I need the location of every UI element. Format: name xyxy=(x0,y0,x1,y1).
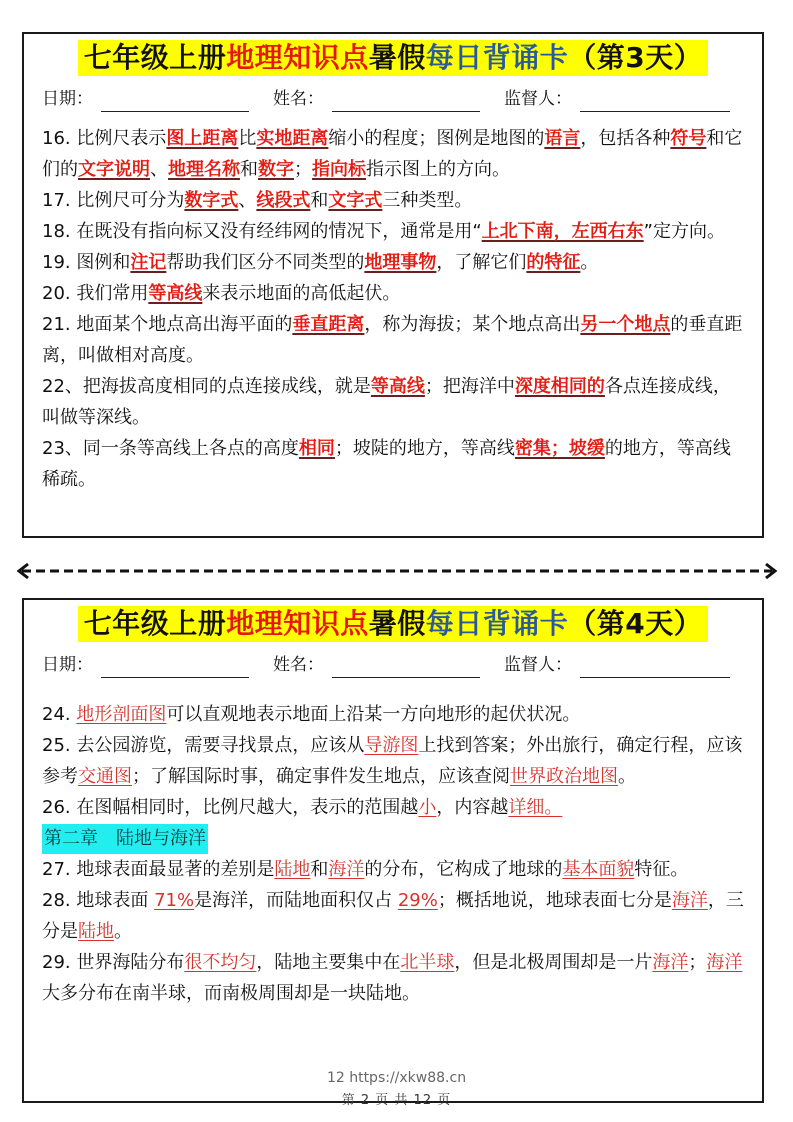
knowledge-point xyxy=(42,823,744,854)
knowledge-point xyxy=(42,730,744,792)
name-label: 姓名： xyxy=(273,89,324,109)
key-term: 上北下南，左西右东 xyxy=(481,221,644,242)
name-field xyxy=(273,652,504,678)
footer-url: 12 https://xkw88.cn xyxy=(326,1070,467,1086)
text: 27. 地球表面最显著的差别是 xyxy=(42,859,275,880)
text: 18. 在既没有指向标又没有经纬网的情况下，通常是用“ xyxy=(42,221,482,242)
text: 23、同一条等高线上各点的高度 xyxy=(42,438,299,459)
text: ； xyxy=(688,952,707,973)
key-term: 等高线 xyxy=(148,283,203,304)
card-title-row xyxy=(24,606,762,642)
key-term: 图上距离 xyxy=(166,128,239,149)
text: 可以直观地表示地面上沿某一方向地形的起伏状况。 xyxy=(166,704,581,725)
text: 上找到答案；外出旅行，确定行程，应该参考 xyxy=(42,735,743,787)
text: 24. xyxy=(42,704,77,725)
text: 帮助我们区分不同类型的 xyxy=(166,252,365,273)
text: 。 xyxy=(114,921,132,942)
key-term: 文字式 xyxy=(328,190,383,211)
text: ，但是北极周围却是一片 xyxy=(454,952,653,973)
card-title-row xyxy=(24,40,762,76)
title-season: 暑假 xyxy=(368,41,426,74)
text: ，了解它们 xyxy=(436,252,527,273)
key-term: 海洋 xyxy=(671,890,708,911)
text: 比 xyxy=(238,128,257,149)
key-term: 海洋 xyxy=(652,952,689,973)
key-term: 海洋 xyxy=(706,952,743,973)
date-label: 日期： xyxy=(42,655,93,675)
text: ，三分是 xyxy=(42,890,744,942)
text: 26. 在图幅相同时，比例尺越大，表示的范围越 xyxy=(42,797,419,818)
text: 的地方，等高线稀疏。 xyxy=(42,438,731,490)
knowledge-point xyxy=(42,792,744,823)
text: 指示图上的方向。 xyxy=(366,159,510,180)
text: ；概括地说，地球表面七分是 xyxy=(437,890,672,911)
knowledge-point xyxy=(42,947,744,1009)
key-term: 地形剖面图 xyxy=(76,704,167,725)
key-term: 密集；坡缓 xyxy=(514,438,605,459)
supervisor-field xyxy=(504,86,730,112)
text: 29. 世界海陆分布 xyxy=(42,952,185,973)
text: ”定方向。 xyxy=(643,221,725,242)
card-title xyxy=(78,606,709,642)
dashed-arrow-divider xyxy=(16,562,778,580)
key-term: 线段式 xyxy=(256,190,311,211)
key-term: 数字式 xyxy=(184,190,239,211)
knowledge-point xyxy=(42,309,744,371)
card-body xyxy=(42,699,744,1009)
text: 来表示地面的高低起伏。 xyxy=(202,283,401,304)
key-term: 等高线 xyxy=(370,376,425,397)
info-row xyxy=(42,86,744,112)
title-grade: 七年级上册 xyxy=(83,607,227,640)
text: 的垂直距离，叫做相对高度。 xyxy=(42,314,743,366)
text: ，称为海拔；某个地点高出 xyxy=(364,314,581,335)
knowledge-point xyxy=(42,185,744,216)
text: 的分布，它构成了地球的 xyxy=(364,859,563,880)
key-term: 交通图 xyxy=(78,766,132,787)
key-term: 基本面貌 xyxy=(562,859,635,880)
text: 25. 去公园游览，需要寻找景点，应该从 xyxy=(42,735,365,756)
key-term: 详细。 xyxy=(508,797,563,818)
text: 28. 地球表面 xyxy=(42,890,155,911)
name-label: 姓名： xyxy=(273,655,324,675)
date-field xyxy=(42,86,273,112)
key-term: 注记 xyxy=(130,252,167,273)
key-term: 相同 xyxy=(298,438,335,459)
page-number: 第 2 页 共 12 页 xyxy=(341,1093,452,1108)
key-term: 世界政治地图 xyxy=(510,766,618,787)
key-term: 另一个地点 xyxy=(580,314,671,335)
text: 缩小的程度；图例是地图的 xyxy=(328,128,545,149)
knowledge-point xyxy=(42,247,744,278)
supervisor-label: 监督人： xyxy=(504,655,572,675)
date-blank[interactable] xyxy=(101,659,249,678)
supervisor-label: 监督人： xyxy=(504,89,572,109)
knowledge-point xyxy=(42,278,744,309)
key-term: 陆地 xyxy=(78,921,114,942)
key-term: 海洋 xyxy=(328,859,365,880)
text: ； xyxy=(294,159,312,180)
supervisor-blank[interactable] xyxy=(580,659,730,678)
knowledge-point xyxy=(42,699,744,730)
key-term: 文字说明 xyxy=(78,159,150,180)
text: 各点连接成线，叫做等深线。 xyxy=(42,376,731,428)
knowledge-point xyxy=(42,854,744,885)
recitation-card-day-3 xyxy=(22,32,764,538)
text: 21. 地面某个地点高出海平面的 xyxy=(42,314,293,335)
knowledge-point xyxy=(42,371,744,433)
text: 和它们的 xyxy=(42,128,743,180)
text: 是海洋，而陆地面积仅占 xyxy=(194,890,398,911)
text: ，包括各种 xyxy=(580,128,671,149)
text: 19. 图例和 xyxy=(42,252,131,273)
key-term: 深度相同的 xyxy=(514,376,605,397)
key-term: 小 xyxy=(418,797,437,818)
title-card-type: 每日背诵卡 xyxy=(425,41,569,74)
title-subject: 地理知识点 xyxy=(226,41,369,74)
title-subject: 地理知识点 xyxy=(226,607,369,640)
title-day: （第3天） xyxy=(568,41,703,74)
key-term: 导游图 xyxy=(364,735,419,756)
text: 17. 比例尺可分为 xyxy=(42,190,185,211)
title-grade: 七年级上册 xyxy=(83,41,227,74)
card-body xyxy=(42,123,744,495)
text: 、 xyxy=(238,190,257,211)
text: 和 xyxy=(310,859,329,880)
info-row xyxy=(42,652,744,678)
text: 、 xyxy=(150,159,168,180)
recitation-card-day-4 xyxy=(22,598,764,1103)
title-day: （第4天） xyxy=(568,607,703,640)
key-term: 北半球 xyxy=(400,952,455,973)
key-term: 指向标 xyxy=(312,159,366,180)
date-blank[interactable] xyxy=(101,93,249,112)
key-term: 数字 xyxy=(258,159,294,180)
key-term: 地理事物 xyxy=(364,252,437,273)
text: 。 xyxy=(580,252,599,273)
key-term: 71% xyxy=(154,890,195,911)
title-card-type: 每日背诵卡 xyxy=(425,607,569,640)
text: 。 xyxy=(618,766,636,787)
text: ，内容越 xyxy=(436,797,509,818)
text: ，陆地主要集中在 xyxy=(256,952,401,973)
text: ；把海洋中 xyxy=(424,376,515,397)
knowledge-point xyxy=(42,123,744,185)
knowledge-point xyxy=(42,433,744,495)
key-term: 语言 xyxy=(544,128,581,149)
name-field xyxy=(273,86,504,112)
text: ；了解国际时事，确定事件发生地点，应该查阅 xyxy=(132,766,510,787)
name-blank[interactable] xyxy=(332,93,480,112)
key-term: 地理名称 xyxy=(168,159,240,180)
text: 特征。 xyxy=(634,859,689,880)
key-term: 29% xyxy=(397,890,438,911)
key-term: 实地距离 xyxy=(256,128,329,149)
text: 三种类型。 xyxy=(382,190,473,211)
text: ；坡陡的地方，等高线 xyxy=(334,438,515,459)
key-term: 的特征 xyxy=(526,252,581,273)
supervisor-blank[interactable] xyxy=(580,93,730,112)
text: 20. 我们常用 xyxy=(42,283,149,304)
text: 和 xyxy=(310,190,329,211)
key-term: 垂直距离 xyxy=(292,314,365,335)
text: 大多分布在南半球，而南极周围却是一块陆地。 xyxy=(42,983,420,1004)
text: 22、把海拔高度相同的点连接成线，就是 xyxy=(42,376,371,397)
date-field xyxy=(42,652,273,678)
card-title xyxy=(78,40,709,76)
knowledge-point xyxy=(42,216,744,247)
key-term: 符号 xyxy=(670,128,707,149)
title-season: 暑假 xyxy=(368,607,426,640)
key-term: 很不均匀 xyxy=(184,952,257,973)
knowledge-point xyxy=(42,885,744,947)
supervisor-field xyxy=(504,652,730,678)
text: 和 xyxy=(240,159,258,180)
chapter-heading: 第二章 陆地与海洋 xyxy=(42,824,208,854)
name-blank[interactable] xyxy=(332,659,480,678)
text: 16. 比例尺表示 xyxy=(42,128,167,149)
key-term: 陆地 xyxy=(274,859,311,880)
date-label: 日期： xyxy=(42,89,93,109)
